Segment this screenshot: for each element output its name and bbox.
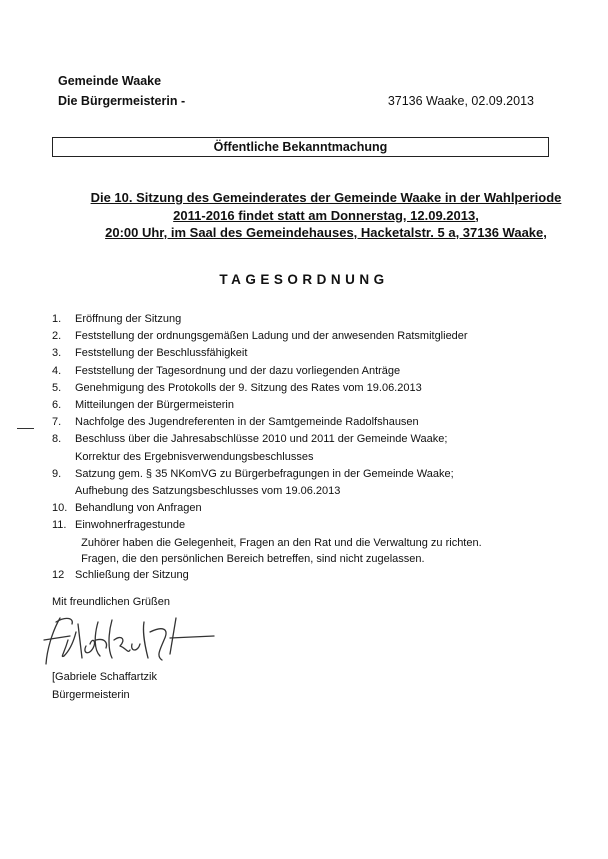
agenda-item-line: Beschluss über die Jahresabschlüsse 2010 und 2011 der Gemeinde Waake; bbox=[75, 433, 448, 446]
agenda-item bbox=[52, 345, 582, 362]
agenda-item bbox=[52, 397, 582, 414]
agenda-item-text bbox=[75, 500, 582, 517]
office-title: Die Bürgermeisterin - bbox=[58, 94, 186, 108]
margin-mark bbox=[17, 428, 34, 429]
agenda-item bbox=[52, 311, 582, 328]
agenda-item-line: Nachfolge des Jugendreferenten in der Samtgemeinde Radolfshausen bbox=[75, 416, 419, 429]
announcement-line: 2011-2016 findet statt am Donnerstag, 12.09.2013, bbox=[173, 207, 479, 223]
agenda-item-line: Einwohnerfragestunde bbox=[75, 519, 186, 532]
signer-title: Bürgermeisterin bbox=[52, 689, 130, 701]
agenda-item-line: Feststellung der Tagesordnung und der dazu vorliegenden Anträge bbox=[75, 364, 401, 377]
agenda-item-line: Feststellung der ordnungsgemäßen Ladung und der anwesenden Ratsmitglieder bbox=[75, 330, 468, 343]
agenda-item-number: 4. bbox=[52, 364, 62, 377]
agenda-item bbox=[52, 363, 582, 380]
agenda-item-number: 8. bbox=[52, 433, 62, 446]
agenda-item-text bbox=[75, 363, 582, 380]
agenda-item bbox=[52, 380, 582, 397]
agenda-item-line: Satzung gem. § 35 NKomVG zu Bürgerbefragungen in der Gemeinde Waake; bbox=[75, 467, 454, 480]
meeting-announcement bbox=[60, 189, 592, 242]
agenda-item bbox=[52, 414, 582, 431]
agenda-item-text bbox=[75, 414, 582, 431]
agenda-item-number: 9. bbox=[52, 467, 62, 480]
agenda-heading: TAGESORDNUNG bbox=[219, 272, 389, 287]
agenda-item-text bbox=[75, 567, 582, 584]
agenda-list bbox=[52, 311, 582, 584]
agenda-item-line: Zuhörer haben die Gelegenheit, Fragen an den Rat und die Verwaltung zu richten. bbox=[75, 536, 482, 549]
agenda-item bbox=[52, 328, 582, 345]
agenda-item-line: Aufhebung des Satzungsbeschlusses vom 19.06.2013 bbox=[75, 485, 341, 498]
agenda-item-line: Behandlung von Anfragen bbox=[75, 502, 202, 515]
agenda-item-number: 5. bbox=[52, 381, 62, 394]
agenda-item bbox=[52, 500, 582, 517]
agenda-item-number: 7. bbox=[52, 416, 62, 429]
agenda-item-number: 11. bbox=[52, 519, 67, 532]
notice-title: Öffentliche Bekanntmachung bbox=[213, 140, 388, 154]
agenda-item-text bbox=[75, 466, 582, 500]
agenda-item-text bbox=[75, 345, 582, 362]
agenda-item-text bbox=[75, 517, 582, 566]
agenda-item-text bbox=[75, 431, 582, 465]
agenda-item-text bbox=[75, 397, 582, 414]
agenda-item-number: 10. bbox=[52, 502, 68, 515]
agenda-item-number: 2. bbox=[52, 330, 62, 343]
agenda-item-line: Korrektur des Ergebnisverwendungsbeschlusses bbox=[75, 450, 314, 463]
signer-block bbox=[52, 668, 157, 704]
agenda-item-number: 1. bbox=[52, 313, 62, 325]
notice-title-box bbox=[52, 137, 549, 157]
agenda-item bbox=[52, 431, 582, 465]
letterhead bbox=[58, 71, 185, 111]
agenda-item-number: 12 bbox=[52, 568, 65, 581]
agenda-item-text bbox=[75, 380, 582, 397]
agenda-item-text bbox=[75, 311, 582, 328]
agenda-item-line: Eröffnung der Sitzung bbox=[75, 313, 182, 325]
agenda-item-line: Fragen, die den persönlichen Bereich betreffen, sind nicht zugelassen. bbox=[75, 552, 425, 565]
closing-greeting: Mit freundlichen Grüßen bbox=[52, 596, 170, 608]
announcement-line: Die 10. Sitzung des Gemeinderates der Gemeinde Waake in der Wahlperiode bbox=[90, 190, 562, 205]
place-date: 37136 Waake, 02.09.2013 bbox=[387, 94, 534, 108]
agenda-item bbox=[52, 567, 582, 584]
agenda-item bbox=[52, 517, 582, 566]
agenda-item-number: 3. bbox=[52, 347, 62, 360]
agenda-item bbox=[52, 466, 582, 500]
signer-name: [Gabriele Schaffartzik bbox=[52, 671, 157, 683]
agenda-item-line: Mitteilungen der Bürgermeisterin bbox=[75, 399, 234, 412]
signature-image bbox=[38, 610, 228, 675]
municipality-name: Gemeinde Waake bbox=[58, 74, 162, 88]
agenda-item-number: 6. bbox=[52, 399, 62, 412]
agenda-item-line: Genehmigung des Protokolls der 9. Sitzung des Rates vom 19.06.2013 bbox=[75, 381, 422, 394]
announcement-line: 20:00 Uhr, im Saal des Gemeindehauses, Hacketalstr. 5 a, 37136 Waake, bbox=[105, 225, 547, 240]
agenda-item-line: Schließung der Sitzung bbox=[75, 568, 189, 581]
agenda-item-text bbox=[75, 328, 582, 345]
agenda-item-line: Feststellung der Beschlussfähigkeit bbox=[75, 347, 248, 360]
